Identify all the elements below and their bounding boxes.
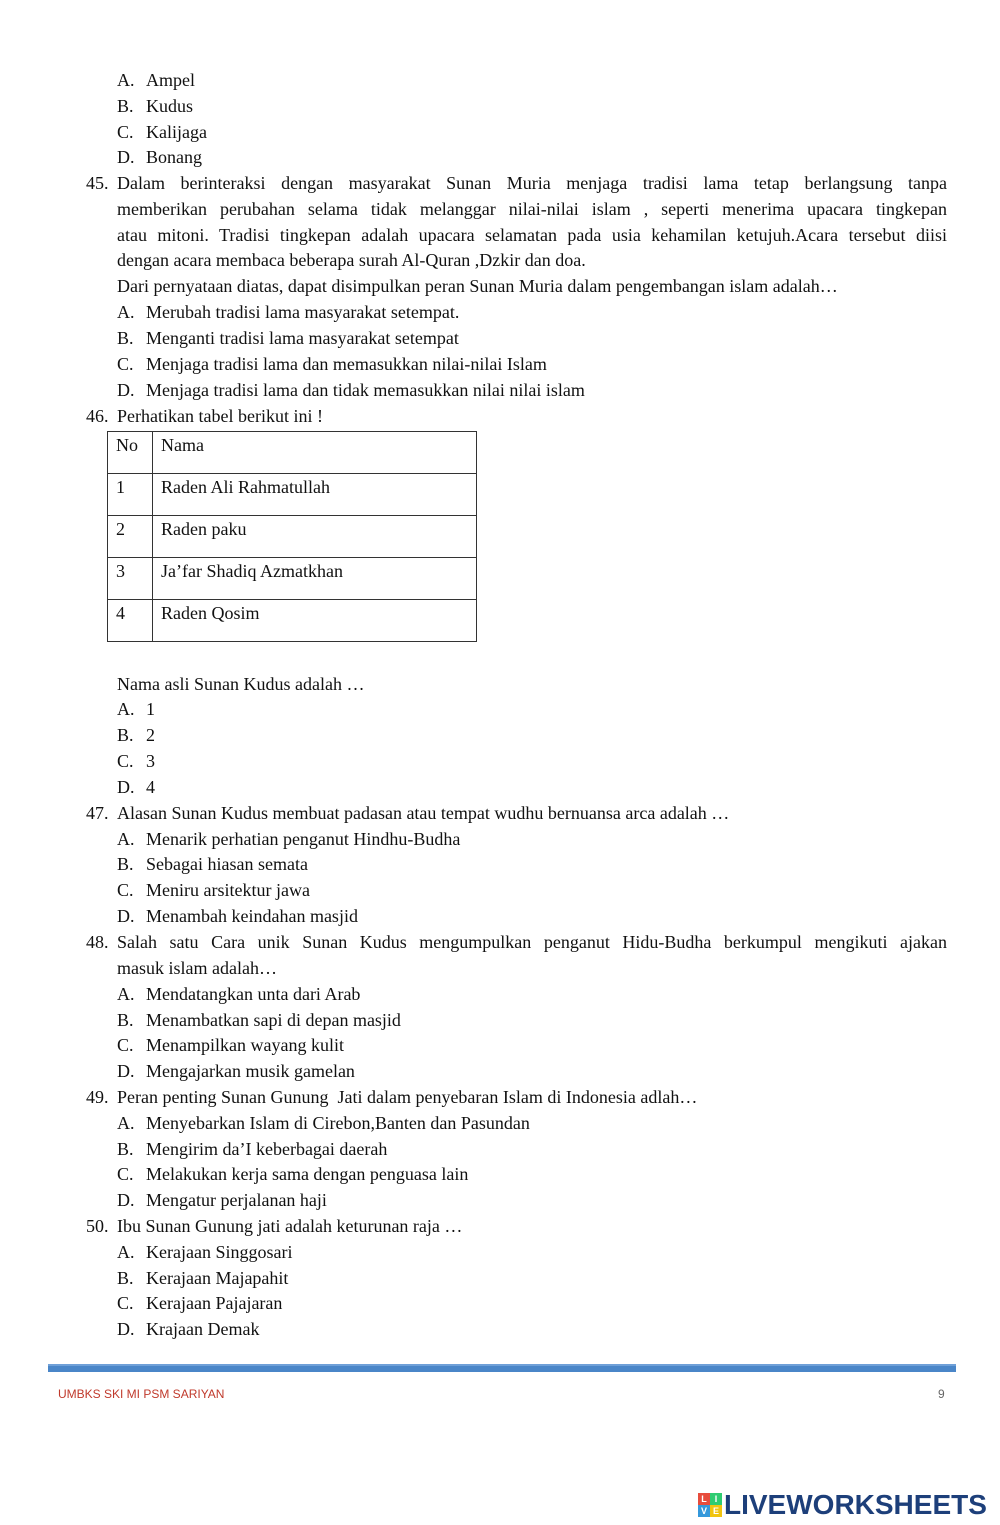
footer-title: UMBKS SKI MI PSM SARIYAN bbox=[58, 1387, 225, 1401]
q46-option-c[interactable]: C. 3 bbox=[117, 751, 155, 771]
q50-text: Ibu Sunan Gunung jati adalah keturunan raja … bbox=[117, 1216, 463, 1236]
q50-option-c[interactable]: C. Kerajaan Pajajaran bbox=[117, 1293, 283, 1313]
q48-number: 48. bbox=[86, 932, 109, 952]
q47-option-a[interactable]: A. Menarik perhatian penganut Hindhu-Budha bbox=[117, 829, 461, 849]
table-cell-no: 2 bbox=[108, 516, 153, 558]
liveworksheets-logo bbox=[698, 1488, 987, 1522]
q45-option-d[interactable]: D. Menjaga tradisi lama dan tidak memasukkan nilai nilai islam bbox=[117, 380, 585, 400]
table-cell-nama: Raden paku bbox=[153, 516, 477, 558]
q49-number: 49. bbox=[86, 1087, 109, 1107]
q45-line: memberikan perubahan selama tidak melanggar nilai-nilai islam , seperti menerima upacara tingkepan bbox=[117, 198, 947, 219]
table-header-nama: Nama bbox=[153, 432, 477, 474]
q47-option-c[interactable]: C. Meniru arsitektur jawa bbox=[117, 880, 310, 900]
table-cell-nama: Raden Ali Rahmatullah bbox=[153, 474, 477, 516]
table-cell-no: 1 bbox=[108, 474, 153, 516]
q46-text: Perhatikan tabel berikut ini ! bbox=[117, 406, 323, 426]
table-cell-nama: Ja’far Shadiq Azmatkhan bbox=[153, 558, 477, 600]
brand-name: LIVEWORKSHEETS bbox=[724, 1489, 987, 1520]
q50-number: 50. bbox=[86, 1216, 109, 1236]
q47-option-d[interactable]: D. Menambah keindahan masjid bbox=[117, 906, 358, 926]
q44-option-c[interactable]: C. Kalijaga bbox=[117, 122, 207, 142]
q48-option-a[interactable]: A. Mendatangkan unta dari Arab bbox=[117, 984, 361, 1004]
q49-option-a[interactable]: A. Menyebarkan Islam di Cirebon,Banten dan Pasundan bbox=[117, 1113, 530, 1133]
q50-option-a[interactable]: A. Kerajaan Singgosari bbox=[117, 1242, 293, 1262]
q48-text bbox=[117, 930, 947, 982]
q45-line: Dalam berinteraksi dengan masyarakat Sunan Muria menjaga tradisi lama tetap berlangsung tanpa bbox=[117, 173, 947, 193]
q49-option-b[interactable]: B. Mengirim da’I keberbagai daerah bbox=[117, 1139, 388, 1159]
q50-option-d[interactable]: D. Krajaan Demak bbox=[117, 1319, 260, 1339]
table-row bbox=[108, 516, 477, 558]
page-number: 9 bbox=[938, 1387, 945, 1401]
q46-question: Nama asli Sunan Kudus adalah … bbox=[117, 674, 365, 694]
q48-line: Salah satu Cara unik Sunan Kudus mengumpulkan penganut Hidu-Budha berkumpul mengikuti ajakan bbox=[117, 932, 947, 952]
q45-text bbox=[117, 171, 947, 300]
q45-number: 45. bbox=[86, 173, 109, 193]
q45-option-a[interactable]: A. Merubah tradisi lama masyarakat setempat. bbox=[117, 302, 460, 322]
q48-line: masuk islam adalah… bbox=[117, 957, 277, 978]
table-row bbox=[108, 558, 477, 600]
table-row bbox=[108, 600, 477, 642]
q44-option-d[interactable]: D. Bonang bbox=[117, 147, 202, 167]
table-cell-no: 4 bbox=[108, 600, 153, 642]
q50-option-b[interactable]: B. Kerajaan Majapahit bbox=[117, 1268, 289, 1288]
liveworksheets-logo-icon: L I V E bbox=[698, 1493, 722, 1517]
table-header-no: No bbox=[108, 432, 153, 474]
q45-option-b[interactable]: B. Menganti tradisi lama masyarakat setempat bbox=[117, 328, 459, 348]
q46-option-d[interactable]: D. 4 bbox=[117, 777, 155, 797]
q48-option-d[interactable]: D. Mengajarkan musik gamelan bbox=[117, 1061, 355, 1081]
table-row bbox=[108, 474, 477, 516]
q49-text: Peran penting Sunan Gunung Jati dalam penyebaran Islam di Indonesia adlah… bbox=[117, 1087, 698, 1107]
q45-line: atau mitoni. Tradisi tingkepan adalah upacara selamatan pada usia kehamilan ketujuh.Acara tersebut diisi bbox=[117, 224, 947, 245]
q46-table bbox=[107, 431, 477, 642]
q44-option-a[interactable]: A. Ampel bbox=[117, 70, 195, 90]
q44-option-b[interactable]: B. Kudus bbox=[117, 96, 194, 116]
q45-line: Dari pernyataan diatas, dapat disimpulkan peran Sunan Muria dalam pengembangan islam adalah… bbox=[117, 276, 838, 297]
q47-option-b[interactable]: B. Sebagai hiasan semata bbox=[117, 854, 308, 874]
table-cell-no: 3 bbox=[108, 558, 153, 600]
q48-option-b[interactable]: B. Menambatkan sapi di depan masjid bbox=[117, 1010, 401, 1030]
table-header-row bbox=[108, 432, 477, 474]
q48-option-c[interactable]: C. Menampilkan wayang kulit bbox=[117, 1035, 344, 1055]
footer-rule-highlight bbox=[48, 1364, 956, 1366]
q49-option-d[interactable]: D. Mengatur perjalanan haji bbox=[117, 1190, 327, 1210]
q46-number: 46. bbox=[86, 406, 109, 426]
q46-option-a[interactable]: A. 1 bbox=[117, 699, 155, 719]
q47-text: Alasan Sunan Kudus membuat padasan atau tempat wudhu bernuansa arca adalah … bbox=[117, 803, 730, 823]
table-cell-nama: Raden Qosim bbox=[153, 600, 477, 642]
q45-line: dengan acara membaca beberapa surah Al-Quran ,Dzkir dan doa. bbox=[117, 250, 586, 271]
q46-option-b[interactable]: B. 2 bbox=[117, 725, 155, 745]
q47-number: 47. bbox=[86, 803, 109, 823]
q49-option-c[interactable]: C. Melakukan kerja sama dengan penguasa lain bbox=[117, 1164, 469, 1184]
q45-option-c[interactable]: C. Menjaga tradisi lama dan memasukkan nilai-nilai Islam bbox=[117, 354, 547, 374]
